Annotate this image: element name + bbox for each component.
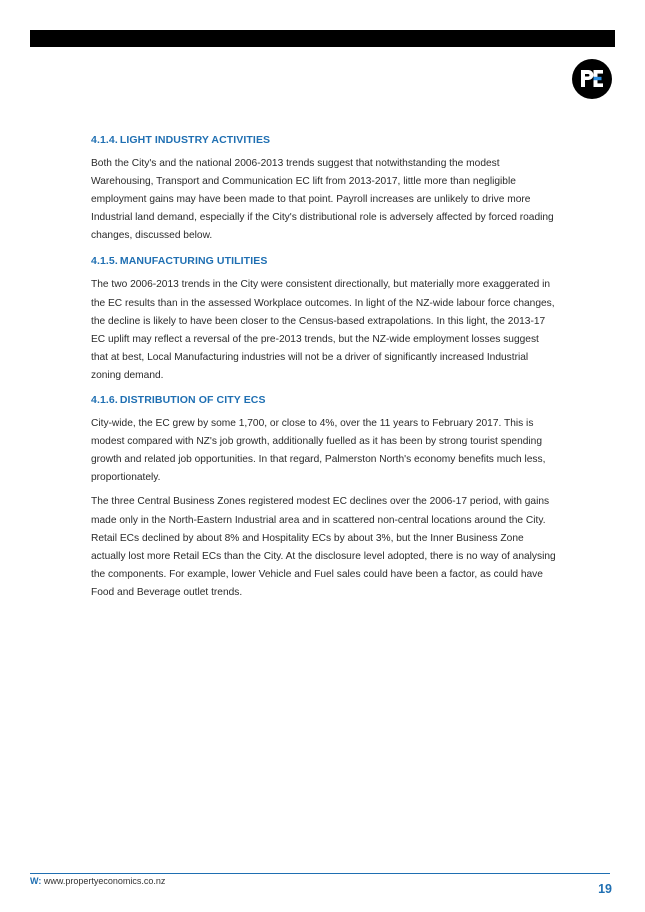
footer-web-link[interactable]: www.propertyeconomics.co.nz [43,876,166,886]
header-bar [30,30,615,47]
footer-web-label: W: [30,876,42,886]
section-heading [91,394,556,406]
section-number: 4.1.5. [91,255,118,268]
paragraph: City-wide, the EC grew by some 1,700, or close to 4%, over the 11 years to February 2017. This is modest compared with NZ's job growth, additionally fuelled as it has been by strong tourist spending growth and related job opportunities. In that regard, Palmerston North's economy benefits much less, proportionately. [91,418,546,484]
section-title: DISTRIBUTION OF CITY ECS [119,394,266,407]
section-distribution-city-ecs [91,394,556,602]
page-content [91,134,556,602]
paragraph: Both the City's and the national 2006-2013 trends suggest that notwithstanding the modest Warehousing, Transport and Communication EC lift from 2013-2017, little more than negligible employment gains may have been made to that point. Payroll increases are unlikely to drive more Industrial land demand, especially if the City's distributional role is adversely affected by forced roading changes, discussed below. [91,158,554,242]
section-title: MANUFACTURING UTILITIES [119,255,268,268]
paragraph: The two 2006-2013 trends in the City were consistent directionally, but materially more exaggerated in the EC results than in the assessed Workplace outcomes. In light of the NZ-wide labour force changes, the decline is likely to have been closer to the Census-based extrapolations. In this light, the 2013-17 EC uplift may reflect a reversal of the pre-2013 trends, but the NZ-wide employment losses suggest that at best, Local Manufacturing industries will not be a driver of significantly increased Industrial zoning demand. [91,279,555,381]
footer-website [30,876,165,886]
section-heading [91,255,556,267]
pe-logo [572,59,612,99]
section-light-industry [91,134,556,245]
footer-divider [30,873,610,874]
paragraph: The three Central Business Zones registered modest EC declines over the 2006-17 period, with gains made only in the North-Eastern Industrial area and in scattered non-central locations around the City. Retail ECs declined by about 8% and Hospitality ECs by about 3%, but the Inner Business Zone actually lost more Retail ECs than the City. At the disclosure level adopted, there is no way of analysing the components. For example, lower Vehicle and Fuel sales could have been a factor, as could have Food and Beverage outlet trends. [91,496,556,598]
section-manufacturing-utilities [91,255,556,385]
section-heading [91,134,556,146]
pe-logo-icon [572,59,612,99]
section-number: 4.1.6. [91,394,118,407]
page-number: 19 [598,882,612,896]
section-title: LIGHT INDUSTRY ACTIVITIES [119,134,271,146]
section-number: 4.1.4. [91,134,118,146]
